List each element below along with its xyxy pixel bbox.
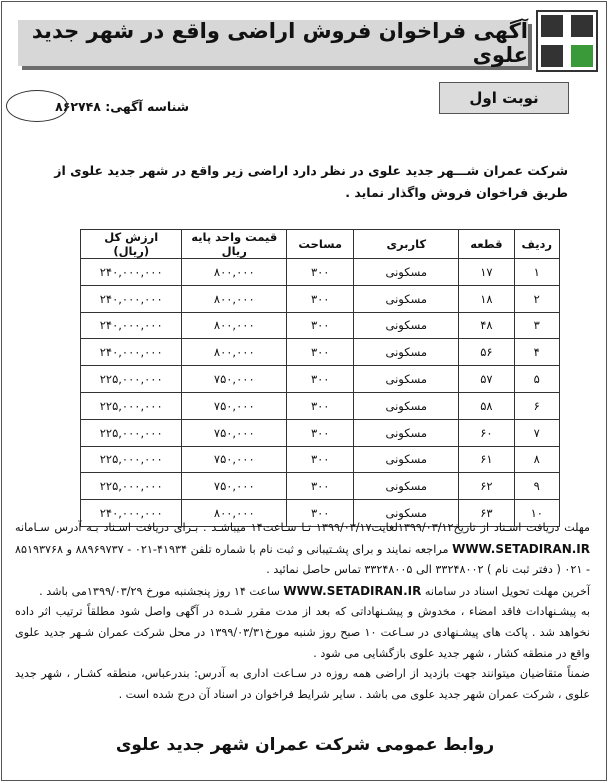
cell-area: ۳۰۰ [287,392,354,419]
col-header-area: مساحت [287,230,354,259]
cell-total-value: ۲۴۰,۰۰۰,۰۰۰ [81,500,182,527]
company-logo [536,10,598,72]
cell-unit-price: ۷۵۰,۰۰۰ [182,473,287,500]
col-header-lot: قطعه [459,230,514,259]
table-header-row [81,230,560,259]
terms-p2-text-b: ساعت ۱۴ روز پنجشنبه مورخ ۱۳۹۹/۰۳/۲۹می باشد . [39,584,280,598]
cell-usage: مسکونی [354,259,459,286]
ad-id-field [6,90,211,122]
cell-usage: مسکونی [354,419,459,446]
cell-row-number: ۱ [514,259,559,286]
cell-total-value: ۲۴۰,۰۰۰,۰۰۰ [81,312,182,339]
ad-title-box [18,20,528,66]
cell-row-number: ۷ [514,419,559,446]
cell-unit-price: ۸۰۰,۰۰۰ [182,285,287,312]
col-header-total-value: ارزش کل (ریال) [81,230,182,259]
cell-area: ۳۰۰ [287,473,354,500]
col-header-unit-price: قیمت واحد پایه ریال [182,230,287,259]
cell-area: ۳۰۰ [287,259,354,286]
cell-lot: ۶۲ [459,473,514,500]
table-row [81,312,560,339]
table-row [81,259,560,286]
cell-area: ۳۰۰ [287,366,354,393]
table-row [81,446,560,473]
cell-area: ۳۰۰ [287,500,354,527]
cell-unit-price: ۷۵۰,۰۰۰ [182,392,287,419]
setadiran-link-1[interactable]: WWW.SETADIRAN.IR [452,541,591,556]
cell-unit-price: ۷۵۰,۰۰۰ [182,419,287,446]
cell-row-number: ۶ [514,392,559,419]
cell-lot: ۴۸ [459,312,514,339]
cell-row-number: ۵ [514,366,559,393]
cell-total-value: ۲۴۰,۰۰۰,۰۰۰ [81,339,182,366]
lots-table [80,229,560,527]
ad-id-label: شناسه آگهی: ۸۶۲۷۴۸ [55,98,189,114]
cell-usage: مسکونی [354,446,459,473]
cell-lot: ۶۱ [459,446,514,473]
cell-area: ۳۰۰ [287,285,354,312]
terms-p2-text-a: آخرین مهلت تحویل اسناد در سامانه [424,584,590,598]
cell-usage: مسکونی [354,500,459,527]
cell-area: ۳۰۰ [287,312,354,339]
cell-usage: مسکونی [354,392,459,419]
cell-total-value: ۲۲۵,۰۰۰,۰۰۰ [81,446,182,473]
terms-text [15,518,590,705]
cell-total-value: ۲۲۵,۰۰۰,۰۰۰ [81,419,182,446]
round-badge: نوبت اول [439,82,569,114]
cell-total-value: ۲۲۵,۰۰۰,۰۰۰ [81,392,182,419]
cell-total-value: ۲۲۵,۰۰۰,۰۰۰ [81,366,182,393]
cell-lot: ۶۰ [459,419,514,446]
cell-usage: مسکونی [354,366,459,393]
table-row [81,366,560,393]
cell-area: ۳۰۰ [287,339,354,366]
cell-usage: مسکونی [354,339,459,366]
col-header-row-number: ردیف [514,230,559,259]
table-row [81,285,560,312]
cell-lot: ۵۶ [459,339,514,366]
cell-total-value: ۲۴۰,۰۰۰,۰۰۰ [81,285,182,312]
cell-area: ۳۰۰ [287,419,354,446]
intro-paragraph: شرکت عمران شـــهر جدید علوی در نظر دارد اراضی زیر واقع در شهر جدید علوی از طریق فراخوان فروش واگذار نماید . [54,163,568,200]
cell-total-value: ۲۲۵,۰۰۰,۰۰۰ [81,473,182,500]
col-header-usage: کاربری [354,230,459,259]
terms-p1-text-b: مراجعه نمایند و برای پشـتیبانی و ثبت نام با شماره تلفن ۴۱۹۳۴-۰۲۱ - ۸۸۹۶۹۷۳۷ و ۸۵۱۹۳۷۶۸ - ۰۲۱ ( دفتر ثبت نام ) ۳۳۲۴۸۰۰۲ الی ۳۳۲۴۸۰۰۵ تماس حاصل نمائید . [15,542,590,577]
cell-usage: مسکونی [354,312,459,339]
cell-unit-price: ۸۰۰,۰۰۰ [182,259,287,286]
cell-unit-price: ۷۵۰,۰۰۰ [182,366,287,393]
cell-row-number: ۸ [514,446,559,473]
table-row [81,339,560,366]
cell-unit-price: ۸۰۰,۰۰۰ [182,312,287,339]
cell-row-number: ۲ [514,285,559,312]
ad-page [1,1,607,781]
cell-row-number: ۱۰ [514,500,559,527]
cell-lot: ۵۸ [459,392,514,419]
cell-lot: ۶۳ [459,500,514,527]
ad-id-oval [6,90,68,122]
cell-row-number: ۳ [514,312,559,339]
cell-total-value: ۲۴۰,۰۰۰,۰۰۰ [81,259,182,286]
lots-table-body [81,259,560,527]
table-row [81,392,560,419]
setadiran-link-2[interactable]: WWW.SETADIRAN.IR [283,583,422,598]
cell-usage: مسکونی [354,285,459,312]
table-row [81,473,560,500]
cell-lot: ۵۷ [459,366,514,393]
cell-row-number: ۹ [514,473,559,500]
cell-lot: ۱۷ [459,259,514,286]
table-row [81,419,560,446]
ad-title: آگهی فراخوان فروش اراضی واقع در شهر جدید علوی [31,19,528,67]
cell-row-number: ۴ [514,339,559,366]
terms-paragraph-2 [15,581,590,603]
terms-p1-text-a: مهلت دریافت اسـناد از تاریخ۱۳۹۹/۰۳/۱۲لغایت۱۳۹۹/۰۳/۱۷ تـا سـاعت۱۴ میباشـد . بـرای دریافت اسـناد بـه آدرس سـامانه [15,521,590,534]
cell-area: ۳۰۰ [287,446,354,473]
cell-lot: ۱۸ [459,285,514,312]
terms-paragraph-1 [15,518,590,581]
footer-signature: روابط عمومی شرکت عمران شهر جدید علوی [115,735,495,755]
cell-usage: مسکونی [354,473,459,500]
cell-unit-price: ۸۰۰,۰۰۰ [182,339,287,366]
terms-paragraph-3: به پیشـنهادات فاقد امضاء ، مخدوش و پیشـنهاداتی که بعد از مدت مقرر شـده در آگهی واصل شود مطلقاً ترتیب اثر داده نخواهد شد . پاکت های پیشـنهادی در سـاعت ۱۰ صبح روز شنبه مورخ۱۳۹۹/۰۳/۳۱ در محل شرکت عمران شـهر جدید علوی واقع در منطقه کشار ، شهر جدید علوی بازگشایی می شود . [15,605,590,660]
cell-unit-price: ۸۰۰,۰۰۰ [182,500,287,527]
cell-unit-price: ۷۵۰,۰۰۰ [182,446,287,473]
terms-paragraph-4: ضمناً متقاضیان میتوانند جهت بازدید از اراضی همه روزه در سـاعت اداری به آدرس: بندرعباس، منطقه کشـار ، شهر جدید علوی ، شرکت عمران شهر جدید علوی می باشد . سایر شرایط فراخوان در اسناد آن درج شده است . [15,667,590,701]
